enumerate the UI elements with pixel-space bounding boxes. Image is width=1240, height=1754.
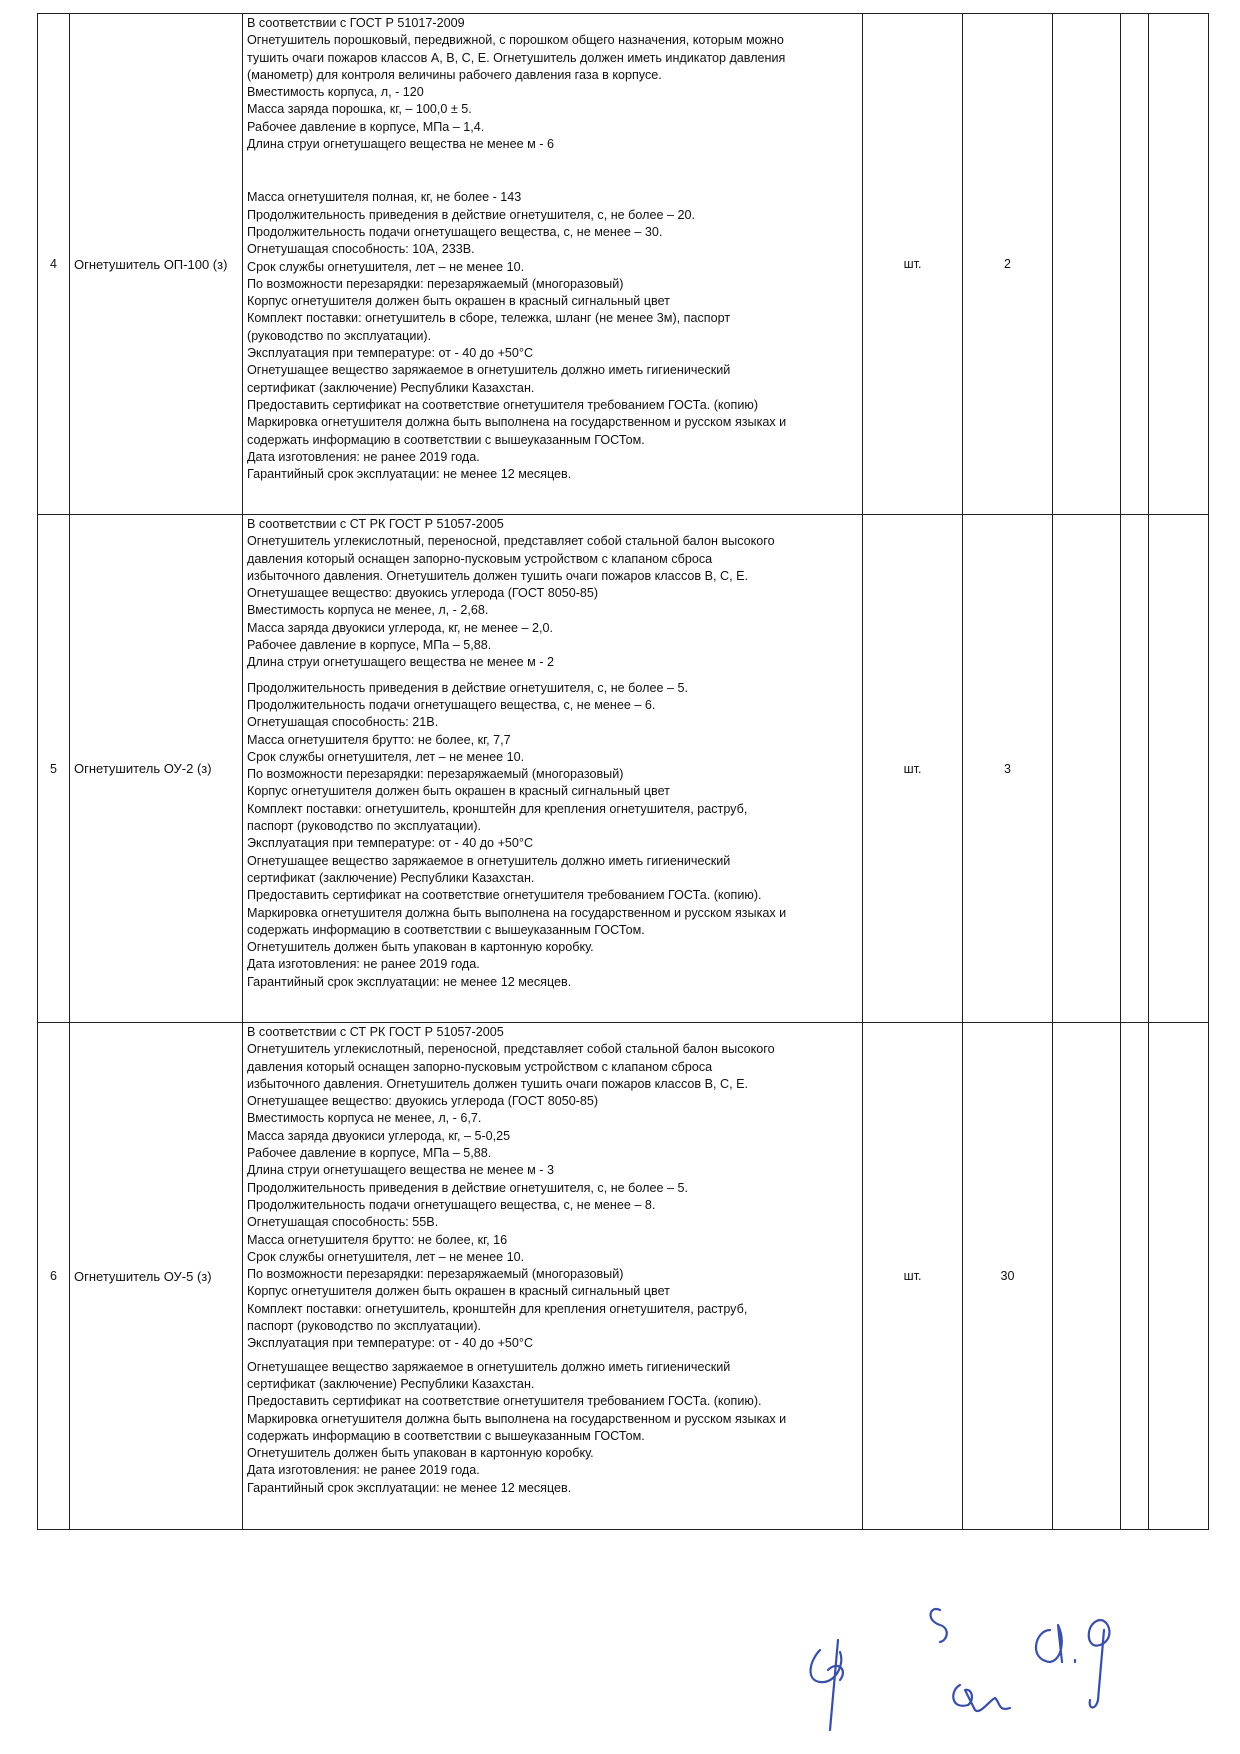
empty-cell (1121, 14, 1149, 515)
description-line: Комплект поставки: огнетушитель, кронштейн для крепления огнетушителя, раструб, (247, 1301, 748, 1316)
description-line: Длина струи огнетушащего вещества не менее м - 2 (247, 655, 554, 670)
description-line: Огнетушащее вещество заряжаемое в огнетушитель должно иметь гигиенический (247, 853, 731, 868)
description-line: избыточного давления. Огнетушитель должен тушить очаги пожаров классов В, С, Е. (247, 1076, 748, 1091)
description-line: паспорт (руководство по эксплуатации). (247, 1319, 482, 1334)
description-block (247, 1359, 859, 1497)
description-line: сертификат (заключение) Республики Казахстан. (247, 870, 535, 885)
description-line: Дата изготовления: не ранее 2019 года. (247, 957, 480, 972)
empty-cell (1149, 14, 1209, 515)
description-line: В соответствии с ГОСТ Р 51017-2009 (247, 16, 465, 30)
description-line: Огнетушащая способность: 55В. (247, 1215, 439, 1230)
description-line: (руководство по эксплуатации). (247, 328, 432, 343)
description-line: Срок службы огнетушителя, лет – не менее 10. (247, 259, 525, 274)
empty-cell (1121, 515, 1149, 1023)
description-line: Эксплуатация при температуре: от - 40 до +50°С (247, 1336, 534, 1351)
description-line: Вместимость корпуса не менее, л, - 6,7. (247, 1111, 482, 1126)
item-name: Огнетушитель ОУ-5 (з) (70, 1023, 243, 1530)
description-line: Предоставить сертификат на соответствие огнетушителя требованием ГОСТа. (копию). (247, 1394, 762, 1409)
row-number: 6 (38, 1023, 70, 1530)
specification-table (37, 13, 1209, 1530)
item-description (243, 515, 863, 1023)
row-number: 5 (38, 515, 70, 1023)
description-line: Продолжительность приведения в действие огнетушителя, с, не более – 5. (247, 680, 688, 695)
empty-cell (1149, 515, 1209, 1023)
description-line: Длина струи огнетушащего вещества не менее м - 3 (247, 1163, 554, 1178)
description-line: Эксплуатация при температуре: от - 40 до +50°С (247, 836, 534, 851)
description-line: Рабочее давление в корпусе, МПа – 1,4. (247, 119, 485, 134)
description-line: Эксплуатация при температуре: от - 40 до +50°С (247, 346, 534, 361)
description-line: Огнетушащее вещество заряжаемое в огнетушитель должно иметь гигиенический (247, 363, 731, 378)
description-block (247, 15, 859, 153)
description-line: По возможности перезарядки: перезаряжаемый (многоразовый) (247, 767, 624, 782)
description-line: Масса заряда двуокиси углерода, кг, – 5-0,25 (247, 1128, 511, 1143)
signature-mark (953, 1685, 1010, 1711)
description-block (247, 516, 859, 672)
description-line: Огнетушащая способность: 10А, 233В. (247, 242, 475, 257)
description-line: Масса заряда двуокиси углерода, кг, не менее – 2,0. (247, 620, 554, 635)
description-line: По возможности перезарядки: перезаряжаемый (многоразовый) (247, 1267, 624, 1282)
description-line: Продолжительность подачи огнетушащего вещества, с, не менее – 8. (247, 1197, 656, 1212)
empty-cell (1053, 515, 1121, 1023)
description-line: Рабочее давление в корпусе, МПа – 5,88. (247, 1146, 492, 1161)
description-line: сертификат (заключение) Республики Казахстан. (247, 1376, 535, 1391)
description-line: Вместимость корпуса не менее, л, - 2,68. (247, 603, 489, 618)
description-line: содержать информацию в соответствии с вышеуказанным ГОСТом. (247, 1428, 645, 1443)
description-line: Огнетушитель должен быть упакован в картонную коробку. (247, 940, 594, 955)
description-line: Дата изготовления: не ранее 2019 года. (247, 449, 480, 464)
description-line: Корпус огнетушителя должен быть окрашен в красный сигнальный цвет (247, 1284, 670, 1299)
description-line: Рабочее давление в корпусе, МПа – 5,88. (247, 638, 492, 653)
table-row (38, 14, 1209, 515)
description-line: давления который оснащен запорно-пусковым устройством с клапаном сброса (247, 1059, 713, 1074)
signature-mark (931, 1609, 947, 1642)
description-line: Масса заряда порошка, кг, – 100,0 ± 5. (247, 102, 472, 117)
unit-cell: шт. (863, 515, 963, 1023)
signature-mark (811, 1640, 843, 1730)
quantity-cell: 2 (963, 14, 1053, 515)
description-line: Продолжительность приведения в действие огнетушителя, с, не более – 20. (247, 207, 695, 222)
description-line: Срок службы огнетушителя, лет – не менее 10. (247, 1249, 525, 1264)
description-line: Продолжительность приведения в действие огнетушителя, с, не более – 5. (247, 1180, 688, 1195)
description-line: Длина струи огнетушащего вещества не менее м - 6 (247, 137, 554, 152)
description-line: Предоставить сертификат на соответствие огнетушителя требованием ГОСТа. (копию) (247, 397, 759, 412)
description-line: тушить очаги пожаров классов А, В, С, Е. Огнетушитель должен иметь индикатор давления (247, 50, 786, 65)
description-line: Маркировка огнетушителя должна быть выполнена на государственном и русском языках и (247, 415, 787, 430)
description-line: паспорт (руководство по эксплуатации). (247, 819, 482, 834)
description-line: Огнетушащее вещество: двуокись углерода (ГОСТ 8050-85) (247, 1094, 599, 1109)
description-line: В соответствии с СТ РК ГОСТ Р 51057-2005 (247, 1025, 504, 1039)
description-line: Срок службы огнетушителя, лет – не менее 10. (247, 749, 525, 764)
description-line: Огнетушащая способность: 21В. (247, 715, 439, 730)
description-line: избыточного давления. Огнетушитель должен тушить очаги пожаров классов В, С, Е. (247, 568, 748, 583)
description-block (247, 189, 859, 483)
description-line: Огнетушащее вещество: двуокись углерода (ГОСТ 8050-85) (247, 586, 599, 601)
description-line: Вместимость корпуса, л, - 120 (247, 85, 424, 100)
description-line: Огнетушитель порошковый, передвижной, с порошком общего назначения, которым можно (247, 33, 784, 48)
table-row (38, 515, 1209, 1023)
description-line: Корпус огнетушителя должен быть окрашен в красный сигнальный цвет (247, 784, 670, 799)
description-line: Огнетушитель углекислотный, переносной, представляет собой стальной балон высокого (247, 534, 775, 549)
table-row (38, 1023, 1209, 1530)
description-line: содержать информацию в соответствии с вышеуказанным ГОСТом. (247, 432, 645, 447)
row-number: 4 (38, 14, 70, 515)
item-name: Огнетушитель ОП-100 (з) (70, 14, 243, 515)
item-name: Огнетушитель ОУ-2 (з) (70, 515, 243, 1023)
description-block (247, 680, 859, 991)
quantity-cell: 30 (963, 1023, 1053, 1530)
description-line: Гарантийный срок эксплуатации: не менее 12 месяцев. (247, 1480, 572, 1495)
description-line: Гарантийный срок эксплуатации: не менее 12 месяцев. (247, 467, 572, 482)
unit-cell: шт. (863, 1023, 963, 1530)
description-line: сертификат (заключение) Республики Казахстан. (247, 380, 535, 395)
quantity-cell: 3 (963, 515, 1053, 1023)
description-line: Маркировка огнетушителя должна быть выполнена на государственном и русском языках и (247, 1411, 787, 1426)
description-line: Огнетушитель углекислотный, переносной, представляет собой стальной балон высокого (247, 1042, 775, 1057)
description-line: Корпус огнетушителя должен быть окрашен в красный сигнальный цвет (247, 294, 670, 309)
description-line: Масса огнетушителя брутто: не более, кг, 16 (247, 1232, 508, 1247)
description-line: давления который оснащен запорно-пусковым устройством с клапаном сброса (247, 551, 713, 566)
description-line: Дата изготовления: не ранее 2019 года. (247, 1463, 480, 1478)
description-line: Маркировка огнетушителя должна быть выполнена на государственном и русском языках и (247, 905, 787, 920)
description-line: В соответствии с СТ РК ГОСТ Р 51057-2005 (247, 517, 504, 531)
empty-cell (1053, 1023, 1121, 1530)
signature-mark (1036, 1620, 1109, 1708)
description-line: Комплект поставки: огнетушитель, кронштейн для крепления огнетушителя, раструб, (247, 801, 748, 816)
description-line: По возможности перезарядки: перезаряжаемый (многоразовый) (247, 276, 624, 291)
description-line: Гарантийный срок эксплуатации: не менее 12 месяцев. (247, 974, 572, 989)
description-line: содержать информацию в соответствии с вышеуказанным ГОСТом. (247, 922, 645, 937)
item-description (243, 14, 863, 515)
description-line: Масса огнетушителя брутто: не более, кг, 7,7 (247, 732, 511, 747)
description-line: Огнетушитель должен быть упакован в картонную коробку. (247, 1446, 594, 1461)
unit-cell: шт. (863, 14, 963, 515)
description-line: Продолжительность подачи огнетушащего вещества, с, не менее – 6. (247, 697, 656, 712)
description-line: (манометр) для контроля величины рабочего давления газа в корпусе. (247, 67, 662, 82)
item-description (243, 1023, 863, 1530)
description-line: Огнетушащее вещество заряжаемое в огнетушитель должно иметь гигиенический (247, 1359, 731, 1374)
empty-cell (1053, 14, 1121, 515)
description-line: Масса огнетушителя полная, кг, не более - 143 (247, 190, 522, 205)
empty-cell (1121, 1023, 1149, 1530)
description-line: Предоставить сертификат на соответствие огнетушителя требованием ГОСТа. (копию). (247, 888, 762, 903)
description-line: Продолжительность подачи огнетушащего вещества, с, не менее – 30. (247, 224, 663, 239)
description-block (247, 1024, 859, 1353)
description-line: Комплект поставки: огнетушитель в сборе, тележка, шланг (не менее 3м), паспорт (247, 311, 731, 326)
handwritten-signatures (800, 1590, 1200, 1740)
empty-cell (1149, 1023, 1209, 1530)
